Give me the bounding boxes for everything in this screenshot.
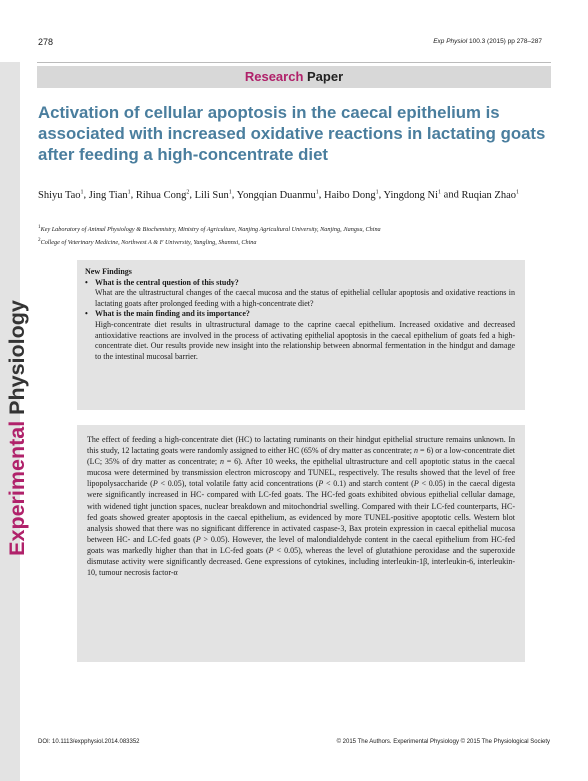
abstract-box [77, 425, 525, 662]
finding-question [85, 309, 515, 320]
bullet-icon: • [85, 309, 88, 319]
author-list: Shiyu Tao$^1$, Jing Tian$^1$, Rihua Cong$^2$, Lili Sun$^1$, Yongqian Duanmu$^1$, Haibo Dong$^1$, Yingdong Ni$^1$ and Ruqian Zhao$^1$ [38, 189, 519, 201]
finding-question [85, 278, 515, 289]
affiliation: $^2$College of Veterinary Medicine, Northwest A & F University, Yangling, Shannxi, China [38, 237, 257, 247]
affiliation: $^1$Key Laboratory of Animal Physiology & Biochemistry, Ministry of Agriculture, Nanjing Agricultural University, Nanjing, Jiangsu, China [38, 224, 381, 234]
journal-name: Exp Physiol [433, 38, 468, 45]
affiliation-number: 1 [38, 224, 41, 230]
journal-reference [433, 38, 542, 45]
section-label-part2: Paper [307, 69, 344, 84]
side-title-part1: Experimental [5, 420, 29, 556]
finding-answer: High-concentrate diet results in ultrastructural damage to the caprine caecal epithelium. Increased oxidative and decreased antioxidative reactions are involved in the process of activating epithelial apoptosis in the caecal epithelium of goats fed a high-concentrate diet. Our results provide new insight into the relationship between abnormal fermentation in the hindgut and damage to the intestinal mucosal barrier. [95, 319, 515, 361]
author: Shiyu Tao$^1$ [38, 189, 84, 201]
author: Ruqian Zhao$^1$ [461, 189, 519, 201]
finding-answer: What are the ultrastructural changes of the caecal mucosa and the status of epithelial cellular apoptosis and oxidative reactions in lactating goats after prolonged feeding with a high-concentrate diet? [95, 288, 515, 308]
new-findings-box [77, 260, 525, 410]
journal-issue: 100.3 (2015) pp 278–287 [468, 38, 542, 45]
finding-question-text: What is the main finding and its importance? [95, 309, 250, 319]
author: Rihua Cong$^2$ [135, 189, 190, 201]
affiliation-marker: 1 [80, 189, 84, 195]
author: Yingdong Ni$^1$ [383, 189, 442, 201]
page-number: 278 [38, 37, 54, 47]
affiliation-marker: 1 [516, 189, 519, 195]
bullet-icon: • [85, 277, 88, 287]
header-rule [37, 62, 551, 63]
affiliation-marker: 1 [375, 189, 379, 195]
new-findings-heading: New Findings [85, 267, 132, 276]
author: Jing Tian$^1$ [88, 189, 131, 201]
copyright-notice: © 2015 The Authors. Experimental Physiology © 2015 The Physiological Society [336, 739, 550, 745]
side-title-part2: Physiology [5, 300, 29, 415]
section-label-part1: Research [244, 69, 304, 84]
journal-side-title [5, 263, 29, 593]
affiliation-marker: 1 [127, 189, 131, 195]
article-title: Activation of cellular apoptosis in the caecal epithelium is associated with increased oxidative reactions in lactating goats after feeding a high-concentrate diet [38, 103, 546, 164]
affiliation-marker: 1 [315, 189, 319, 195]
author: Yongqian Duanmu$^1$ [236, 189, 319, 201]
affiliation-marker: 1 [228, 189, 232, 195]
finding-question-text: What is the central question of this study? [95, 277, 239, 287]
doi-link[interactable]: DOI: 10.1113/expphysiol.2014.083352 [38, 739, 140, 745]
affiliation-marker: 2 [186, 189, 190, 195]
author: Haibo Dong$^1$ [324, 189, 379, 201]
affiliation-list [38, 222, 548, 248]
section-label [37, 66, 551, 88]
affiliation-number: 2 [38, 237, 41, 244]
author: Lili Sun$^1$ [194, 189, 232, 201]
abstract-text: The effect of feeding a high-concentrate diet (HC) to lactating ruminants on their hindgut epithelial structure remains unknown. In this study, 12 lactating goats were randomly assigned to either HC (65% of dry matter as concentrate; n = 6) or a low-concentrate diet (LC; 35% of dry matter as concentrate; n = 6). After 10 weeks, the epithelial ultrastructure and cell apoptotic status in the caecal mucosa were determined by transmission electron microscopy and TUNEL, respectively. The results showed that the level of free lipopolysaccharide (P < 0.05), total volatile fatty acid concentrations (P < 0.1) and starch content (P < 0.05) in the caecal digesta were significantly increased in HC- compared with LC-fed goats. The HC-fed goats exhibited obvious epithelial cellular damage, with widened tight junction spaces, nuclear breakdown and mitochondrial swelling. Compared with their LC-fed counterparts, HC-fed goats showed greater apoptosis in the caecal epithelium, as evidenced by more TUNEL-positive apoptotic cells. Western blot analysis showed that there was no significant difference in activated caspase-3, Bax protein expression in caecal epithelial mucosa between HC- and LC-fed goats (P > 0.05). However, the level of malondialdehyde content in the caecal epithelium from HC-fed goats was markedly higher than that in LC-fed goats (P < 0.05), whereas the level of glutathione peroxidase and the superoxide dismutase activity were significantly decreased. Gene expressions of cytokines, including interleukin-1β, interleukin-6, interleukin-10, tumour necrosis factor-α [87, 435, 516, 578]
affiliation-marker: 1 [438, 189, 442, 195]
